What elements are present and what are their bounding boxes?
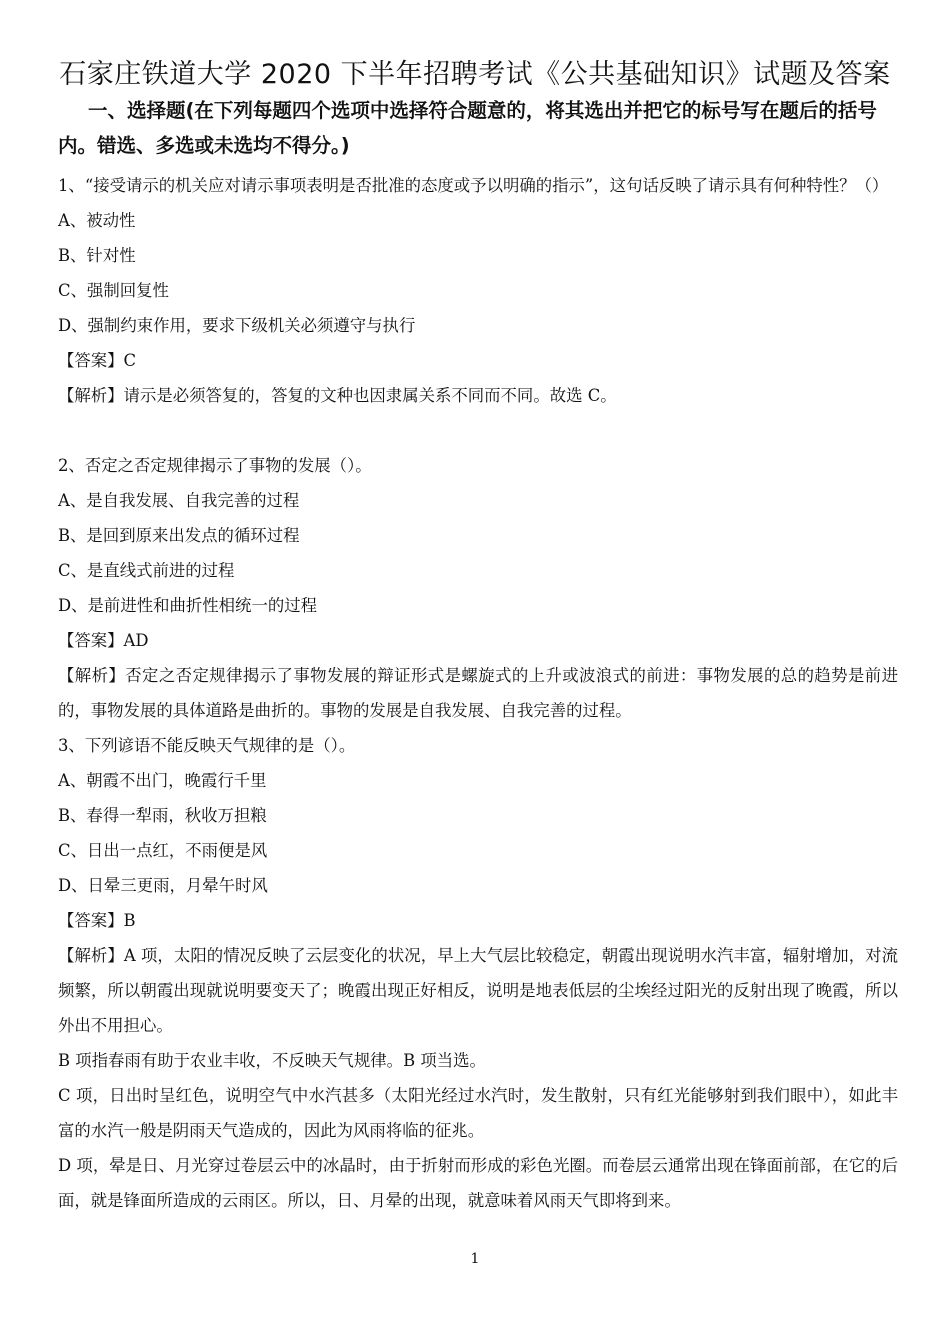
question-3	[58, 728, 898, 1218]
option-a: A、朝霞不出门，晚霞行千里	[58, 771, 267, 790]
section-heading: 一、选择题(在下列每题四个选项中选择符合题意的，将其选出并把它的标号写在题后的括号内。错选、多选或未选均不得分。)	[58, 99, 877, 157]
option-c: C、强制回复性	[58, 281, 169, 300]
analysis-d: D 项，晕是日、月光穿过卷层云中的冰晶时，由于折射而形成的彩色光圈。而卷层云通常出现在锋面前部，在它的后面，就是锋面所造成的云雨区。所以，日、月晕的出现，就意味着风雨天气即将到来。	[58, 1156, 898, 1210]
option-b: B、是回到原来出发点的循环过程	[58, 526, 300, 545]
option-b: B、针对性	[58, 246, 136, 265]
analysis: 【解析】A 项，太阳的情况反映了云层变化的状况，早上大气层比较稳定，朝霞出现说明水汽丰富，辐射增加，对流频繁，所以朝霞出现就说明要变天了；晚霞出现正好相反，说明是地表低层的尘埃经过阳光的反射出现了晚霞，所以外出不用担心。	[58, 946, 898, 1035]
option-b: B、春得一犁雨，秋收万担粮	[58, 806, 267, 825]
question-stem: 3、下列谚语不能反映天气规律的是（）。	[58, 736, 356, 755]
analysis-c: C 项，日出时呈红色，说明空气中水汽甚多（太阳光经过水汽时，发生散射，只有红光能够射到我们眼中），如此丰富的水汽一般是阴雨天气造成的，因此为风雨将临的征兆。	[58, 1086, 898, 1140]
question-stem: 1、“接受请示的机关应对请示事项表明是否批准的态度或予以明确的指示”，这句话反映了请示具有何种特性？（）	[58, 176, 889, 195]
option-c: C、日出一点红，不雨便是风	[58, 841, 268, 860]
option-d: D、日晕三更雨，月晕午时风	[58, 876, 268, 895]
answer: 【答案】C	[58, 351, 137, 370]
question-2	[58, 448, 898, 728]
option-d: D、强制约束作用，要求下级机关必须遵守与执行	[58, 316, 416, 335]
option-a: A、被动性	[58, 211, 136, 230]
answer: 【答案】AD	[58, 631, 149, 650]
answer: 【答案】B	[58, 911, 136, 930]
analysis: 【解析】请示是必须答复的，答复的文种也因隶属关系不同而不同。故选 C。	[58, 386, 617, 405]
page-number: 1	[470, 1251, 480, 1267]
question-stem: 2、否定之否定规律揭示了事物的发展（）。	[58, 456, 372, 475]
document-title: 石家庄铁道大学 2020 下半年招聘考试《公共基础知识》试题及答案	[59, 59, 891, 90]
option-c: C、是直线式前进的过程	[58, 561, 235, 580]
option-d: D、是前进性和曲折性相统一的过程	[58, 596, 317, 615]
question-1	[58, 168, 898, 413]
option-a: A、是自我发展、自我完善的过程	[58, 491, 300, 510]
analysis: 【解析】否定之否定规律揭示了事物发展的辩证形式是螺旋式的上升或波浪式的前进：事物发展的总的趋势是前进的，事物发展的具体道路是曲折的。事物的发展是自我发展、自我完善的过程。	[58, 666, 898, 720]
analysis-b: B 项指春雨有助于农业丰收，不反映天气规律。B 项当选。	[58, 1051, 486, 1070]
